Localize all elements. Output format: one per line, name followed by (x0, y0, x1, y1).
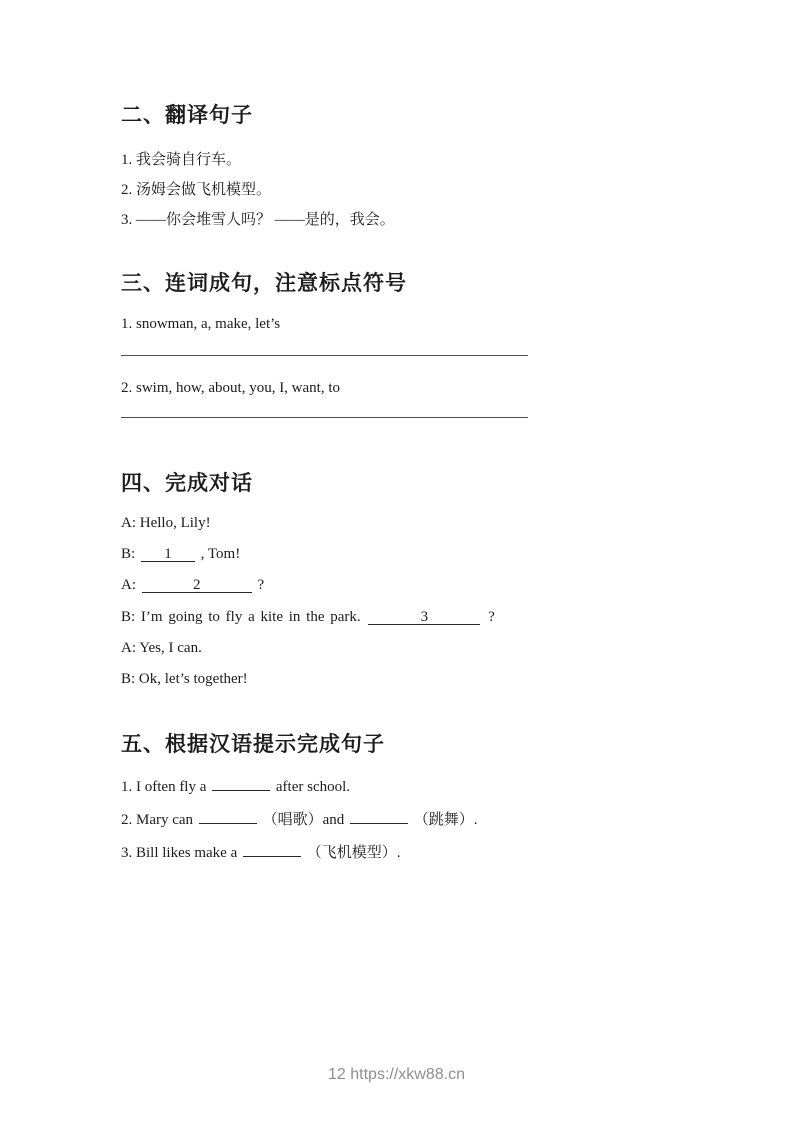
section-dialogue-heading: 四、完成对话 (121, 471, 253, 495)
dialogue-blank-2: 2 (142, 577, 252, 593)
complete-blank (243, 841, 301, 857)
answer-line-2 (121, 417, 528, 418)
dialogue-text: , Tom! (200, 546, 241, 562)
dialogue-text: ? (488, 609, 495, 625)
complete-text: （跳舞）. (413, 812, 478, 828)
complete-item-3 (121, 841, 528, 863)
section-complete-heading: 五、根据汉语提示完成句子 (121, 732, 385, 756)
section-reorder-heading: 三、连词成句，注意标点符号 (121, 271, 407, 295)
dialogue-text: ? (257, 577, 265, 593)
complete-text: 3. Bill likes make a (121, 845, 238, 861)
dialogue-blank-1: 1 (141, 546, 195, 562)
dialogue-text: A: Hello, Lily! (121, 515, 211, 531)
reorder-item-2: 2. swim, how, about, you, I, want, to (121, 380, 341, 396)
page-footer (0, 1066, 793, 1084)
complete-text: after school. (275, 779, 351, 795)
dialogue-line-4 (121, 607, 528, 627)
dialogue-line-5 (121, 638, 528, 658)
worksheet-content (121, 0, 528, 863)
answer-line-1 (121, 355, 528, 356)
dialogue-text: B: (121, 546, 136, 562)
complete-text: 1. I often fly a (121, 779, 207, 795)
complete-text: （飞机模型）. (306, 845, 401, 861)
dialogue-line-2 (121, 544, 528, 564)
dialogue-line-6 (121, 669, 528, 689)
footer-url: https://xkw88.cn (350, 1066, 465, 1083)
translate-item-1: 1. 我会骑自行车。 (121, 152, 242, 168)
complete-text: 2. Mary can (121, 812, 194, 828)
complete-item-1 (121, 775, 528, 797)
complete-blank (350, 808, 408, 824)
complete-item-2 (121, 808, 528, 830)
dialogue-blank-3: 3 (368, 609, 480, 625)
section-translate-heading: 二、翻译句子 (121, 103, 253, 127)
complete-blank (212, 775, 270, 791)
dialogue-line-3 (121, 575, 528, 595)
complete-text: （唱歌）and (262, 812, 345, 828)
dialogue-text: B: Ok, let’s together! (121, 671, 248, 687)
translate-item-3: 3. ——你会堆雪人吗？ ——是的，我会。 (121, 212, 395, 228)
page-number: 12 (328, 1066, 346, 1083)
dialogue-text: A: Yes, I can. (121, 640, 202, 656)
complete-blank (199, 808, 257, 824)
dialogue-text: B: I’m going to fly a kite in the park. (121, 609, 361, 625)
translate-item-2: 2. 汤姆会做飞机模型。 (121, 182, 272, 198)
dialogue-line-1 (121, 513, 528, 533)
reorder-item-1: 1. snowman, a, make, let’s (121, 316, 281, 332)
dialogue-text: A: (121, 577, 136, 593)
